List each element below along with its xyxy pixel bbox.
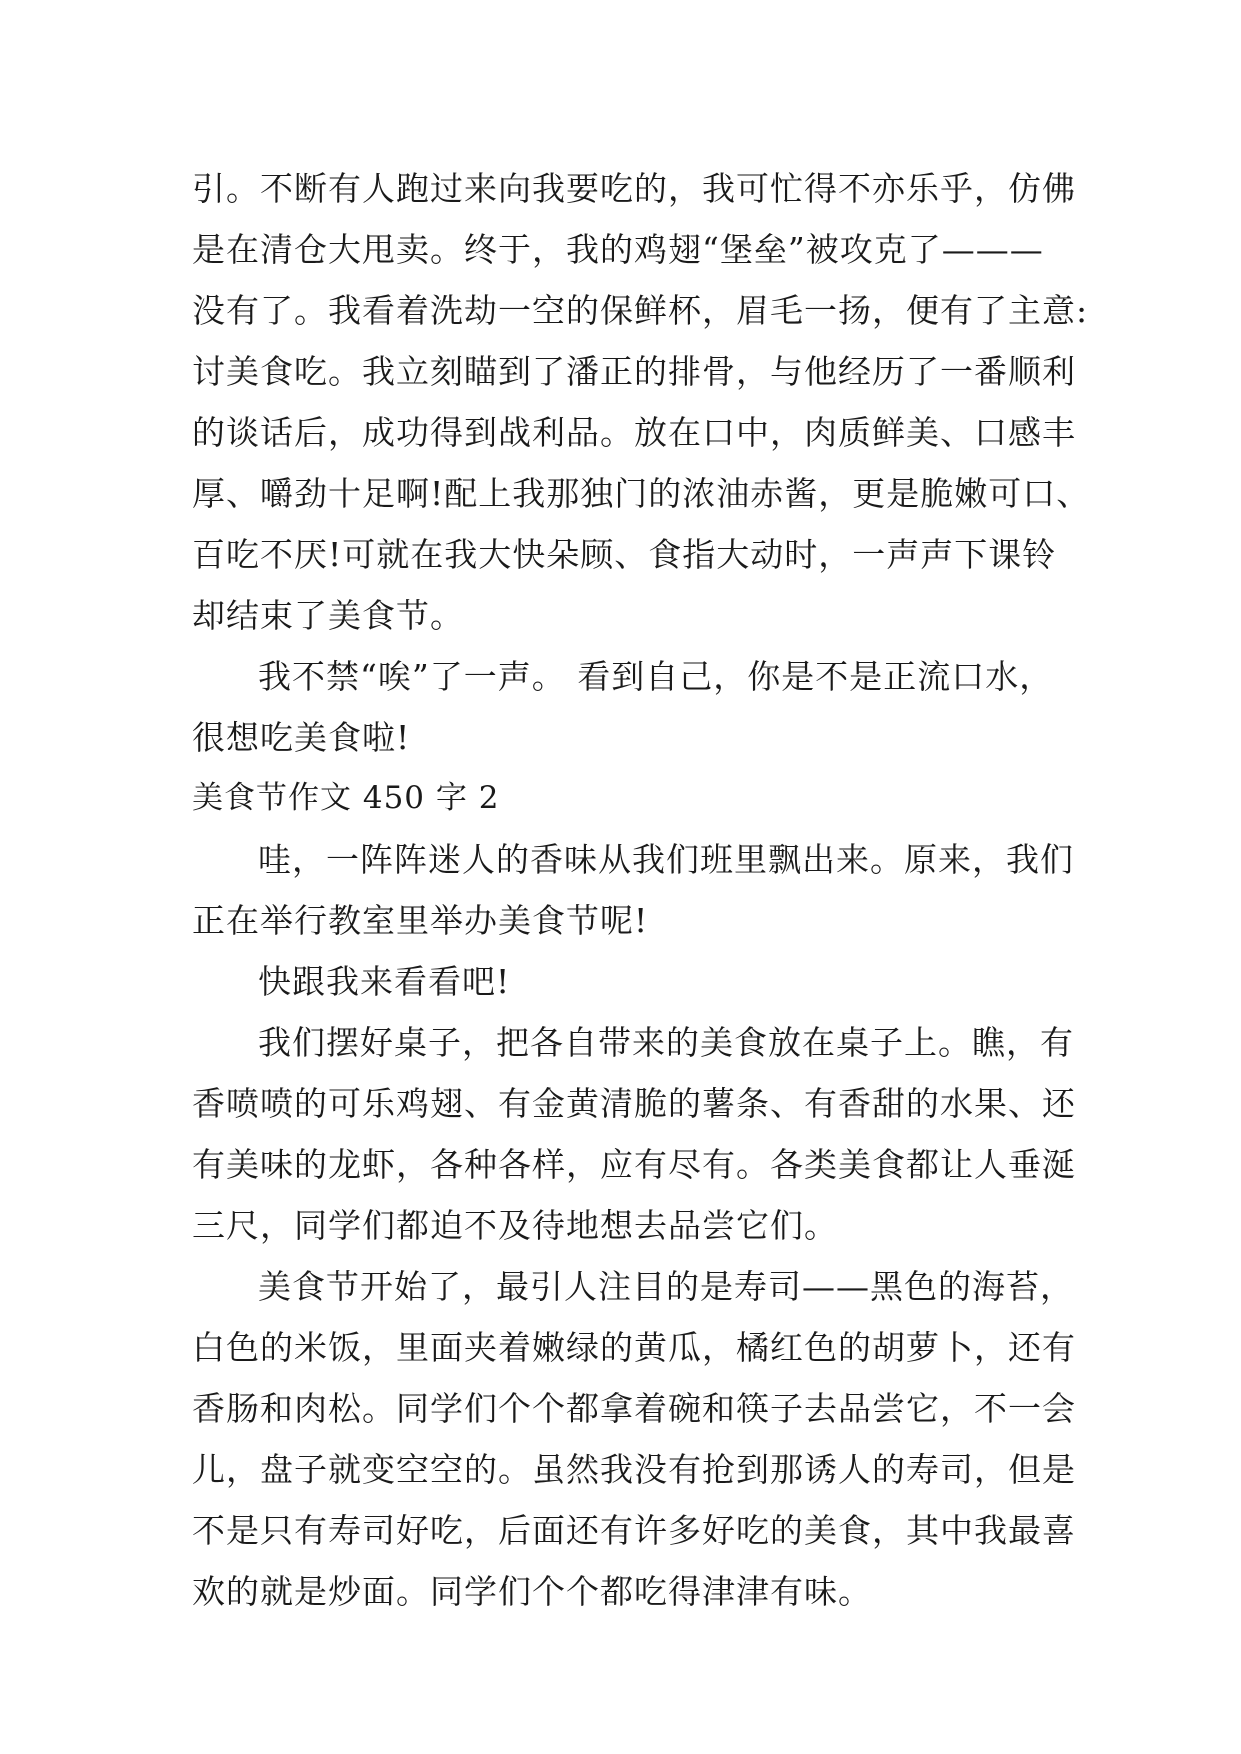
- text-line: 百吃不厌!可就在我大快朵顾、食指大动时，一声声下课铃: [192, 535, 1057, 574]
- text-line: 香肠和肉松。同学们个个都拿着碗和筷子去品尝它，不一会: [192, 1389, 1076, 1428]
- text-line: 哇，一阵阵迷人的香味从我们班里飘出来。原来，我们: [258, 840, 1074, 879]
- text-line: 美食节开始了，最引人注目的是寿司——黑色的海苔，: [258, 1267, 1074, 1306]
- text-line: 白色的米饭，里面夹着嫩绿的黄瓜，橘红色的胡萝卜，还有: [192, 1328, 1076, 1367]
- text-line: 没有了。我看着洗劫一空的保鲜杯，眉毛一扬，便有了主意:: [192, 291, 1089, 330]
- text-line: 有美味的龙虾，各种各样，应有尽有。各类美食都让人垂涎: [192, 1145, 1076, 1184]
- text-line: 我不禁“唉”了一声。 看到自己，你是不是正流口水，: [258, 657, 1054, 696]
- section-heading: 美食节作文 450 字 2: [192, 780, 500, 816]
- text-line: 欢的就是炒面。同学们个个都吃得津津有味。: [192, 1572, 872, 1611]
- text-line: 厚、嚼劲十足啊!配上我那独门的浓油赤酱，更是脆嫩可口、: [192, 474, 1091, 513]
- text-line: 引。不断有人跑过来向我要吃的，我可忙得不亦乐乎，仿佛: [192, 169, 1076, 208]
- text-line: 我们摆好桌子，把各自带来的美食放在桌子上。瞧，有: [258, 1023, 1074, 1062]
- document-body: [192, 158, 1092, 1622]
- text-line: 儿，盘子就变空空的。虽然我没有抢到那诱人的寿司，但是: [192, 1450, 1076, 1489]
- text-line: 很想吃美食啦!: [192, 718, 411, 757]
- text-line: 快跟我来看看吧!: [258, 962, 511, 1001]
- text-line: 香喷喷的可乐鸡翅、有金黄清脆的薯条、有香甜的水果、还: [192, 1084, 1076, 1123]
- text-line: 正在举行教室里举办美食节呢!: [192, 901, 649, 940]
- text-line: 三尺，同学们都迫不及待地想去品尝它们。: [192, 1206, 838, 1245]
- text-line: 是在清仓大甩卖。终于，我的鸡翅“堡垒”被攻克了———: [192, 230, 1044, 269]
- text-line: 不是只有寿司好吃，后面还有许多好吃的美食，其中我最喜: [192, 1511, 1076, 1550]
- text-line: 的谈话后，成功得到战利品。放在口中，肉质鲜美、口感丰: [192, 413, 1076, 452]
- text-line: 讨美食吃。我立刻瞄到了潘正的排骨，与他经历了一番顺利: [192, 352, 1076, 391]
- text-line: 却结束了美食节。: [192, 596, 464, 635]
